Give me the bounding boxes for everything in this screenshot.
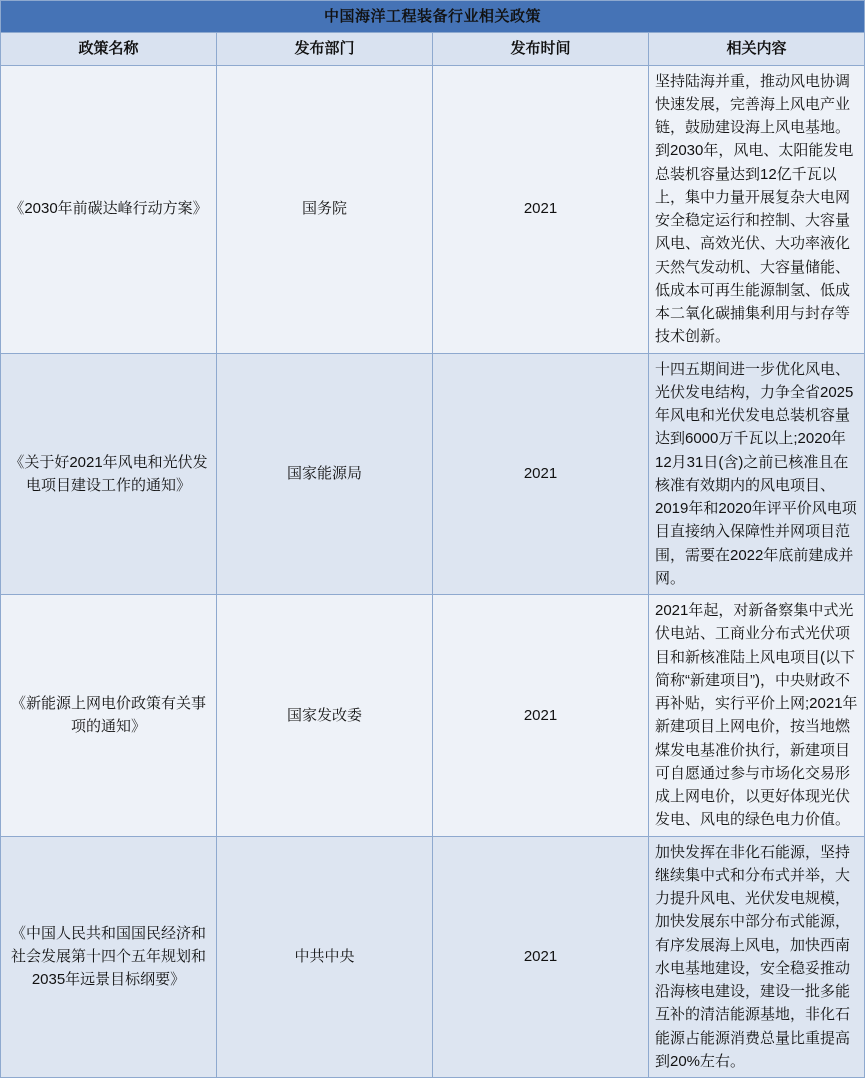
cell-release-time: 2021 [433,353,649,595]
cell-policy-name: 《关于好2021年风电和光伏发电项目建设工作的通知》 [1,353,217,595]
cell-release-time: 2021 [433,65,649,353]
column-header-content: 相关内容 [649,33,865,65]
cell-release-time: 2021 [433,595,649,837]
table-title: 中国海洋工程装备行业相关政策 [1,1,865,33]
column-header-policy-name: 政策名称 [1,33,217,65]
cell-content: 坚持陆海并重，推动风电协调快速发展，完善海上风电产业链，鼓励建设海上风电基地。到2030年，风电、太阳能发电总装机容量达到12亿千瓦以上，集中力量开展复杂大电网安全稳定运行和控制、大容量风电、高效光伏、大功率液化天然气发动机、大容量储能、低成本可再生能源制氢、低成本二氧化碳捕集利用与封存等技术创新。 [649,65,865,353]
table-row [1,595,865,837]
table-header-row [1,33,865,65]
cell-department: 国家发改委 [217,595,433,837]
cell-content: 加快发挥在非化石能源，坚持继续集中式和分布式并举，大力提升风电、光伏发电规模，加快发展东中部分布式能源，有序发展海上风电，加快西南水电基地建设，安全稳妥推动沿海核电建设，建设一批多能互补的清洁能源基地，非化石能源占能源消费总量比重提高到20%左右。 [649,836,865,1078]
cell-release-time: 2021 [433,836,649,1078]
cell-content: 十四五期间进一步优化风电、光伏发电结构，力争全省2025年风电和光伏发电总装机容量达到6000万千瓦以上;2020年12月31日(含)之前已核准且在核准有效期内的风电项目、2019年和2020年评平价风电项目直接纳入保障性并网项目范围，需要在2022年底前建成并网。 [649,353,865,595]
cell-department: 国务院 [217,65,433,353]
column-header-department: 发布部门 [217,33,433,65]
table-title-row [1,1,865,33]
table-head [1,1,865,66]
cell-department: 国家能源局 [217,353,433,595]
cell-policy-name: 《新能源上网电价政策有关事项的通知》 [1,595,217,837]
cell-department: 中共中央 [217,836,433,1078]
table-row [1,65,865,353]
cell-content: 2021年起，对新备察集中式光伏电站、工商业分布式光伏项目和新核准陆上风电项目(以下简称“新建项目”)，中央财政不再补贴，实行平价上网;2021年新建项目上网电价，按当地燃煤发电基准价执行，新建项目可自愿通过参与市场化交易形成上网电价，以更好体现光伏发电、风电的绿色电力价值。 [649,595,865,837]
column-header-release-time: 发布时间 [433,33,649,65]
cell-policy-name: 《2030年前碳达峰行动方案》 [1,65,217,353]
table-row [1,353,865,595]
table-body [1,65,865,1078]
cell-policy-name: 《中国人民共和国国民经济和社会发展第十四个五年规划和2035年远景目标纲要》 [1,836,217,1078]
table-row [1,836,865,1078]
